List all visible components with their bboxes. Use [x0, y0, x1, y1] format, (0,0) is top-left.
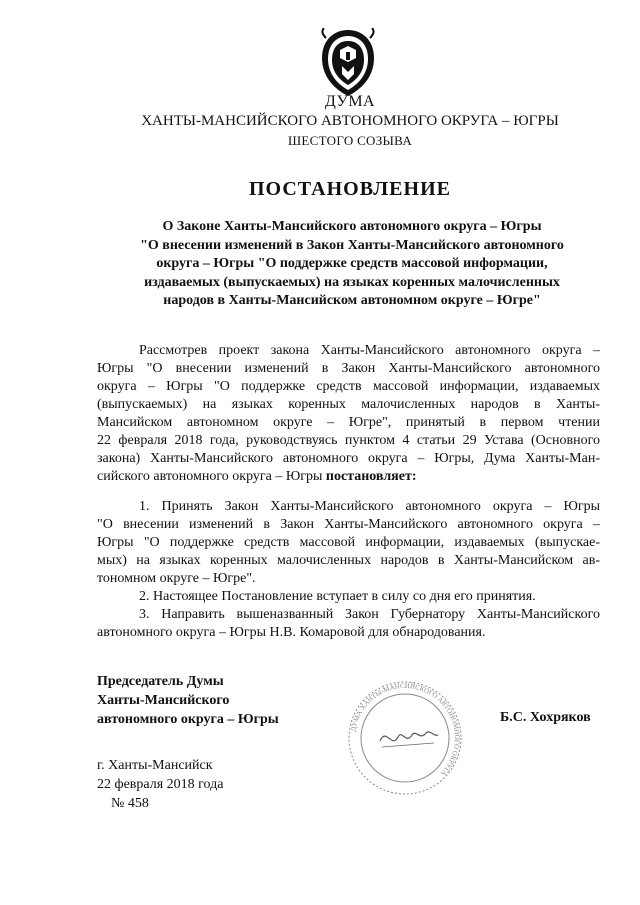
preamble-line: 22 февраля 2018 года, руководствуясь пунктом 4 статьи 29 Устава (Основного	[97, 433, 600, 448]
date-label: 22 февраля 2018 года	[97, 777, 224, 792]
preamble-line: округа – Югры "О поддержке средств массовой информации, издаваемых	[97, 379, 600, 394]
preamble-paragraph	[97, 342, 600, 486]
document-number: № 458	[111, 796, 149, 811]
preamble-line: (выпускаемых) на языках коренных малочисленных народов в Ханты-	[97, 397, 600, 412]
city-label: г. Ханты-Мансийск	[97, 758, 213, 773]
item-line: 1. Принять Закон Ханты-Мансийского автономного округа – Югры	[139, 499, 600, 514]
preamble-line: Мансийском автономном округе – Югре", принятый в первом чтении	[97, 415, 600, 430]
stamp-text: ДУМА ХАНТЫ-МАНСИЙСКОГО АВТОНОМНОГО ОКРУГА	[349, 681, 462, 778]
preamble-line: Рассмотрев проект закона Ханты-Мансийского автономного округа –	[139, 343, 600, 358]
resolves-keyword: постановляет:	[325, 469, 417, 484]
subject-line: издаваемых (выпускаемых) на языках коренных малочисленных	[144, 274, 560, 290]
signatory-title-line: Ханты-Мансийского	[97, 693, 230, 708]
document-type-title: ПОСТАНОВЛЕНИЕ	[249, 178, 451, 200]
item-line: тономном округе – Югре".	[97, 571, 256, 586]
subject-line: народов в Ханты-Мансийском автономном округе – Югре"	[163, 293, 541, 309]
resolution-item-1	[97, 498, 600, 588]
signatory-name: Б.С. Хохряков	[500, 710, 591, 725]
document-subject	[112, 218, 592, 311]
convocation-label: ШЕСТОГО СОЗЫВА	[287, 133, 413, 148]
signatory-title-line: автономного округа – Югры	[97, 712, 279, 727]
document-footer	[97, 756, 224, 813]
subject-line: "О внесении изменений в Закон Ханты-Мансийского автономного	[140, 237, 564, 253]
preamble-line-text: сийского автономного округа – Югры	[97, 469, 323, 484]
subject-line: О Законе Ханты-Мансийского автономного округа – Югры	[162, 219, 542, 234]
official-stamp	[344, 677, 466, 799]
subject-line: округа – Югры "О поддержке средств массовой информации,	[156, 256, 548, 272]
item-line: 3. Направить вышеназванный Закон Губернатору Ханты-Мансийского	[139, 607, 600, 622]
svg-text:ДУМА ХАНТЫ-МАНСИЙСКОГО АВТОНОМ	[349, 682, 461, 777]
preamble-line: Югры "О внесении изменений в Закон Ханты-Мансийского автономного	[97, 361, 600, 376]
item-line: автономного округа – Югры Н.В. Комаровой для обнародования.	[97, 625, 486, 640]
preamble-line: закона) Ханты-Мансийского автономного округа – Югры, Дума Ханты-Ман-	[97, 451, 600, 466]
signatory-title-line: Председатель Думы	[97, 674, 224, 689]
coat-of-arms-icon	[316, 28, 380, 98]
resolution-item-2	[97, 588, 600, 606]
organization-name: ДУМА	[324, 93, 376, 110]
item-line: 2. Настоящее Постановление вступает в силу со дня его принятия.	[139, 589, 536, 604]
handwritten-signature	[380, 732, 438, 741]
item-line: мых) на языках коренных малочисленных народов в Ханты-Мансийском ав-	[97, 553, 600, 568]
item-line: Югры "О поддержке средств массовой информации, издаваемых (выпускае-	[97, 535, 600, 550]
item-line: "О внесении изменений в Закон Ханты-Мансийского автономного округа –	[97, 517, 600, 532]
signatory-title	[97, 672, 279, 729]
resolution-item-3	[97, 606, 600, 642]
region-name: ХАНТЫ-МАНСИЙСКОГО АВТОНОМНОГО ОКРУГА – ЮГРЫ	[141, 113, 559, 129]
preamble-last-line	[97, 468, 600, 486]
